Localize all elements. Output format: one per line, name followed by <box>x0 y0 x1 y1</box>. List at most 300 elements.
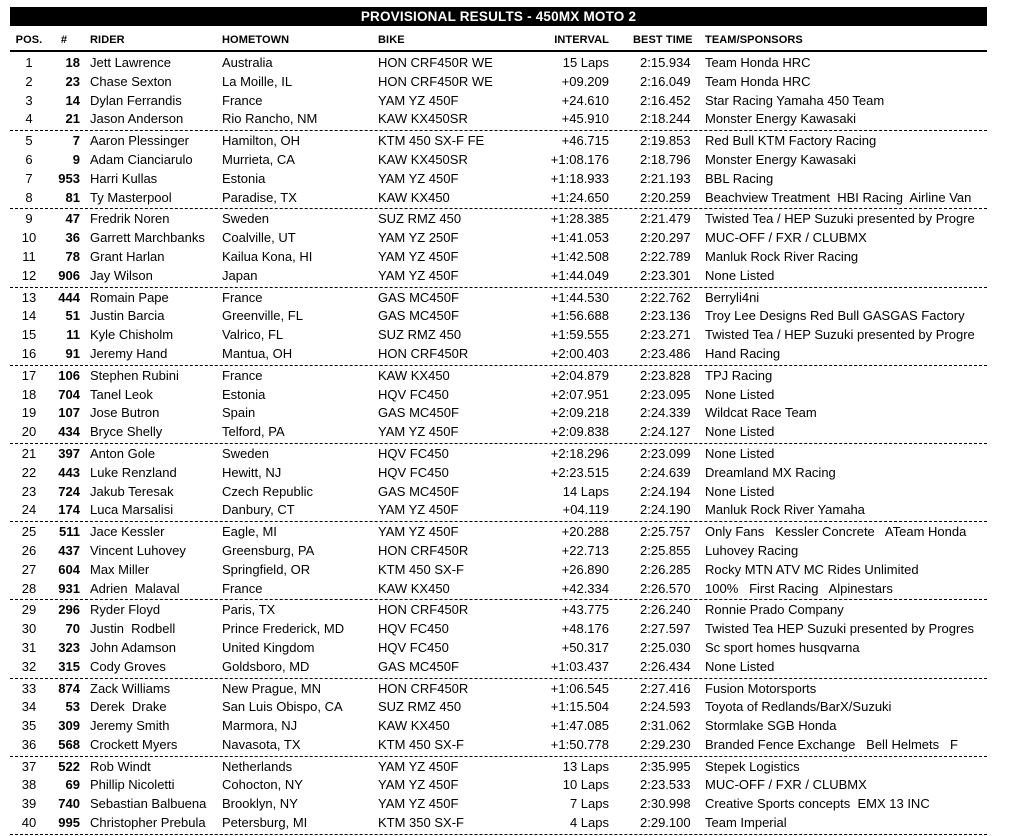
cell-rider-name: Anton Gole <box>90 445 156 461</box>
cell-rider-name: Jeremy Smith <box>90 718 170 734</box>
cell-hometown: France <box>222 367 263 383</box>
cell-position: 5 <box>25 133 33 149</box>
cell-interval: +46.715 <box>561 133 609 149</box>
cell-bike: HQV FC450 <box>378 464 449 480</box>
cell-team-sponsors: Beachview Treatment HBI Racing Airline Van <box>705 189 972 205</box>
cell-hometown: Marmora, NJ <box>222 718 298 734</box>
cell-team-sponsors: Stormlake SGB Honda <box>705 718 837 734</box>
cell-interval: 14 Laps <box>562 483 609 499</box>
cell-position: 17 <box>21 367 37 383</box>
cell-rider-name: Max Miller <box>90 561 150 577</box>
cell-hometown: Czech Republic <box>222 483 314 499</box>
cell-interval: 15 Laps <box>562 55 609 70</box>
row-group <box>10 210 987 287</box>
cell-interval: 7 Laps <box>569 796 609 812</box>
cell-best-time: 2:22.789 <box>640 248 691 264</box>
cell-rider-number: 323 <box>58 639 80 655</box>
cell-interval: +43.775 <box>561 602 609 618</box>
table-row <box>10 795 987 814</box>
cell-hometown: Japan <box>222 267 258 283</box>
column-header-team-sponsors: TEAM/SPONSORS <box>705 34 803 46</box>
cell-hometown: Telford, PA <box>222 424 285 440</box>
cell-rider-name: Dylan Ferrandis <box>90 92 182 108</box>
cell-position: 33 <box>21 680 37 696</box>
cell-hometown: France <box>222 289 263 305</box>
table-row <box>10 542 987 561</box>
cell-rider-number: 953 <box>58 170 80 186</box>
cell-hometown: France <box>222 580 263 596</box>
cell-team-sponsors: None Listed <box>705 658 775 674</box>
cell-rider-number: 11 <box>66 327 80 343</box>
cell-rider-name: Adrien Malaval <box>90 580 180 596</box>
cell-team-sponsors: Toyota of Redlands/BarX/Suzuki <box>705 699 892 715</box>
table-row <box>10 814 987 833</box>
cell-bike: KTM 450 SX-F <box>378 736 464 752</box>
cell-rider-number: 437 <box>58 542 80 558</box>
cell-bike: KTM 450 SX-F FE <box>378 133 485 149</box>
row-group <box>10 367 987 444</box>
table-row <box>10 189 987 208</box>
cell-position: 3 <box>25 92 33 108</box>
cell-team-sponsors: None Listed <box>705 483 775 499</box>
cell-interval: +24.610 <box>561 92 609 108</box>
cell-position: 18 <box>21 386 37 402</box>
cell-best-time: 2:16.452 <box>640 92 691 108</box>
cell-best-time: 2:27.597 <box>640 621 691 637</box>
cell-interval: +1:08.176 <box>550 151 609 167</box>
cell-rider-number: 397 <box>58 445 80 461</box>
cell-rider-name: Adam Cianciarulo <box>90 151 193 167</box>
cell-position: 2 <box>25 73 33 89</box>
cell-best-time: 2:19.853 <box>640 133 691 149</box>
cell-team-sponsors: Twisted Tea / HEP Suzuki presented by Progre <box>705 327 975 343</box>
cell-hometown: Mantua, OH <box>222 345 293 361</box>
cell-rider-name: Phillip Nicoletti <box>90 777 175 793</box>
cell-rider-number: 931 <box>58 580 80 596</box>
cell-position: 38 <box>21 777 37 793</box>
cell-best-time: 2:24.339 <box>640 405 691 421</box>
cell-rider-name: Romain Pape <box>90 289 169 305</box>
cell-team-sponsors: TPJ Racing <box>705 367 773 383</box>
table-row <box>10 345 987 364</box>
cell-hometown: Greenville, FL <box>222 308 303 324</box>
cell-team-sponsors: Sc sport homes husqvarna <box>705 639 860 655</box>
cell-rider-number: 53 <box>65 699 80 715</box>
cell-rider-number: 70 <box>65 621 80 637</box>
table-row <box>10 210 987 229</box>
cell-position: 16 <box>21 345 37 361</box>
cell-interval: +1:28.385 <box>550 211 609 227</box>
cell-rider-number: 511 <box>59 524 80 540</box>
cell-position: 7 <box>25 170 33 186</box>
row-group <box>10 445 987 522</box>
cell-position: 8 <box>25 189 33 205</box>
table-row <box>10 561 987 580</box>
cell-best-time: 2:18.244 <box>640 111 691 127</box>
cell-team-sponsors: Rocky MTN ATV MC Rides Unlimited <box>705 561 919 577</box>
cell-rider-number: 522 <box>58 758 80 774</box>
cell-best-time: 2:24.190 <box>640 502 691 518</box>
cell-bike: YAM YZ 450F <box>378 524 459 540</box>
cell-interval: +22.713 <box>561 542 609 558</box>
cell-bike: HON CRF450R WE <box>378 73 493 89</box>
cell-rider-name: Derek Drake <box>90 699 167 715</box>
cell-rider-number: 434 <box>58 424 80 440</box>
cell-hometown: United Kingdom <box>222 639 315 655</box>
cell-best-time: 2:26.240 <box>640 602 691 618</box>
cell-interval: +20.288 <box>561 524 609 540</box>
cell-best-time: 2:20.297 <box>640 230 691 246</box>
cell-best-time: 2:26.570 <box>640 580 691 596</box>
cell-hometown: Australia <box>222 55 273 70</box>
cell-interval: 13 Laps <box>562 758 609 774</box>
cell-rider-number: 107 <box>58 405 80 421</box>
cell-rider-number: 78 <box>65 248 80 264</box>
cell-position: 26 <box>21 542 37 558</box>
cell-bike: KAW KX450 <box>378 718 450 734</box>
table-row <box>10 464 987 483</box>
column-header-number: # <box>60 34 68 46</box>
column-header-best-time: BEST TIME <box>633 34 693 46</box>
cell-bike: HQV FC450 <box>378 445 449 461</box>
cell-team-sponsors: Ronnie Prado Company <box>705 602 844 618</box>
cell-interval: +1:15.504 <box>550 699 609 715</box>
cell-team-sponsors: Stepek Logistics <box>705 758 800 774</box>
cell-hometown: Rio Rancho, NM <box>222 111 318 127</box>
cell-bike: KAW KX450 <box>378 580 450 596</box>
cell-rider-number: 174 <box>58 502 80 518</box>
cell-best-time: 2:29.230 <box>640 736 691 752</box>
cell-best-time: 2:24.593 <box>640 699 691 715</box>
cell-best-time: 2:23.095 <box>640 386 691 402</box>
cell-team-sponsors: Dreamland MX Racing <box>705 464 836 480</box>
cell-position: 36 <box>21 736 37 752</box>
cell-team-sponsors: Twisted Tea / HEP Suzuki presented by Progre <box>705 211 975 227</box>
cell-rider-name: Justin Rodbell <box>90 621 176 637</box>
cell-position: 22 <box>21 464 37 480</box>
row-group <box>10 680 987 757</box>
table-row <box>10 501 987 520</box>
cell-rider-number: 18 <box>65 55 80 70</box>
cell-position: 9 <box>25 211 33 227</box>
cell-team-sponsors: Wildcat Race Team <box>705 405 817 421</box>
cell-hometown: Brooklyn, NY <box>222 796 298 812</box>
table-row <box>10 423 987 442</box>
cell-rider-number: 9 <box>72 151 80 167</box>
cell-interval: +2:09.218 <box>550 405 609 421</box>
cell-bike: SUZ RMZ 450 <box>378 211 462 227</box>
cell-bike: YAM YZ 450F <box>378 424 459 440</box>
cell-bike: GAS MC450F <box>378 289 459 305</box>
cell-best-time: 2:23.136 <box>640 308 691 324</box>
cell-bike: SUZ RMZ 450 <box>378 327 462 343</box>
cell-hometown: Prince Frederick, MD <box>222 621 345 637</box>
cell-rider-name: Sebastian Balbuena <box>90 796 207 812</box>
cell-interval: +48.176 <box>561 621 609 637</box>
cell-team-sponsors: Fusion Motorsports <box>705 680 817 696</box>
cell-best-time: 2:20.259 <box>640 189 691 205</box>
cell-best-time: 2:26.285 <box>640 561 691 577</box>
cell-interval: +1:47.085 <box>550 718 609 734</box>
cell-rider-name: Grant Harlan <box>90 248 165 264</box>
cell-interval: +1:18.933 <box>550 170 609 186</box>
cell-team-sponsors: Team Honda HRC <box>705 55 811 70</box>
cell-rider-name: Tanel Leok <box>90 386 153 402</box>
cell-rider-number: 443 <box>58 464 80 480</box>
cell-hometown: Petersburg, MI <box>222 815 308 831</box>
cell-team-sponsors: Red Bull KTM Factory Racing <box>705 133 877 149</box>
cell-position: 15 <box>21 327 37 343</box>
cell-rider-name: Jeremy Hand <box>90 345 168 361</box>
cell-interval: +50.317 <box>561 639 609 655</box>
cell-position: 12 <box>21 267 37 283</box>
cell-interval: +1:06.545 <box>550 680 609 696</box>
table-row <box>10 404 987 423</box>
cell-position: 11 <box>22 248 36 264</box>
cell-team-sponsors: None Listed <box>705 445 775 461</box>
cell-hometown: Hewitt, NJ <box>222 464 282 480</box>
table-row <box>10 289 987 308</box>
cell-team-sponsors: MUC-OFF / FXR / CLUBMX <box>705 230 867 246</box>
cell-rider-name: Christopher Prebula <box>90 815 206 831</box>
cell-position: 24 <box>21 502 37 518</box>
column-header-hometown: HOMETOWN <box>222 34 290 46</box>
cell-rider-number: 309 <box>58 718 80 734</box>
table-row <box>10 776 987 795</box>
cell-bike: YAM YZ 450F <box>378 758 459 774</box>
cell-interval: +2:07.951 <box>550 386 609 402</box>
cell-rider-name: Crockett Myers <box>90 736 178 752</box>
cell-rider-name: Ty Masterpool <box>90 189 172 205</box>
cell-rider-number: 740 <box>58 796 80 812</box>
cell-team-sponsors: BBL Racing <box>705 170 774 186</box>
cell-bike: YAM YZ 450F <box>378 170 459 186</box>
cell-rider-number: 7 <box>72 133 80 149</box>
cell-interval: +42.334 <box>561 580 609 596</box>
cell-rider-number: 14 <box>65 92 80 108</box>
cell-bike: HON CRF450R <box>378 345 469 361</box>
cell-position: 13 <box>21 289 37 305</box>
cell-rider-name: Jakub Teresak <box>90 483 174 499</box>
table-row <box>10 736 987 755</box>
cell-position: 27 <box>21 561 37 577</box>
cell-hometown: Greensburg, PA <box>222 542 315 558</box>
cell-interval: +1:41.053 <box>550 230 609 246</box>
table-row <box>10 523 987 542</box>
cell-bike: KTM 350 SX-F <box>378 815 464 831</box>
cell-rider-number: 81 <box>65 189 80 205</box>
cell-rider-name: Stephen Rubini <box>90 367 179 383</box>
table-row <box>10 110 987 129</box>
cell-best-time: 2:24.127 <box>640 424 691 440</box>
cell-interval: +2:18.296 <box>550 445 609 461</box>
cell-team-sponsors: None Listed <box>705 424 775 440</box>
cell-interval: +1:44.049 <box>550 267 609 283</box>
cell-rider-number: 296 <box>58 602 80 618</box>
table-row <box>10 267 987 286</box>
cell-rider-number: 315 <box>58 658 80 674</box>
cell-rider-number: 874 <box>58 680 80 696</box>
row-group <box>10 132 987 209</box>
cell-team-sponsors: Monster Energy Kawasaki <box>705 151 857 167</box>
cell-position: 4 <box>25 111 33 127</box>
cell-best-time: 2:25.757 <box>640 524 691 540</box>
cell-hometown: La Moille, IL <box>222 73 293 89</box>
cell-bike: GAS MC450F <box>378 308 459 324</box>
row-group <box>10 758 987 835</box>
table-row <box>10 601 987 620</box>
cell-interval: +2:23.515 <box>550 464 609 480</box>
cell-bike: GAS MC450F <box>378 405 459 421</box>
cell-rider-number: 906 <box>58 267 80 283</box>
table-row <box>10 580 987 599</box>
cell-interval: +1:50.778 <box>550 736 609 752</box>
cell-hometown: Cohocton, NY <box>222 777 303 793</box>
cell-hometown: New Prague, MN <box>222 680 321 696</box>
cell-position: 39 <box>21 796 37 812</box>
cell-rider-name: Jace Kessler <box>90 524 165 540</box>
cell-best-time: 2:23.533 <box>640 777 691 793</box>
cell-rider-number: 704 <box>58 386 80 402</box>
cell-rider-name: Cody Groves <box>90 658 166 674</box>
column-header-bike: BIKE <box>378 34 405 46</box>
table-row <box>10 658 987 677</box>
cell-position: 34 <box>21 699 37 715</box>
results-sheet <box>10 7 987 836</box>
cell-bike: YAM YZ 450F <box>378 92 459 108</box>
column-header-row <box>10 34 987 52</box>
cell-best-time: 2:30.998 <box>640 796 691 812</box>
cell-bike: HON CRF450R <box>378 602 469 618</box>
cell-rider-name: Justin Barcia <box>90 308 165 324</box>
cell-rider-number: 91 <box>65 345 80 361</box>
cell-hometown: Estonia <box>222 386 266 402</box>
cell-position: 14 <box>21 308 37 324</box>
cell-interval: +1:44.530 <box>550 289 609 305</box>
cell-bike: KAW KX450SR <box>378 111 468 127</box>
column-header-pos: POS. <box>15 34 43 46</box>
cell-hometown: France <box>222 92 263 108</box>
cell-position: 10 <box>21 230 37 246</box>
cell-rider-name: Rob Windt <box>90 758 151 774</box>
cell-rider-name: Jay Wilson <box>90 267 153 283</box>
cell-best-time: 2:18.796 <box>640 151 691 167</box>
cell-hometown: Hamilton, OH <box>222 133 301 149</box>
table-row <box>10 73 987 92</box>
cell-bike: HQV FC450 <box>378 386 449 402</box>
cell-bike: KTM 450 SX-F <box>378 561 464 577</box>
table-row <box>10 386 987 405</box>
cell-interval: +1:59.555 <box>550 327 609 343</box>
table-row <box>10 639 987 658</box>
cell-best-time: 2:31.062 <box>640 718 691 734</box>
cell-best-time: 2:21.479 <box>640 211 691 227</box>
cell-position: 28 <box>21 580 37 596</box>
cell-team-sponsors: Twisted Tea HEP Suzuki presented by Progres <box>705 621 975 637</box>
row-group <box>10 523 987 600</box>
cell-bike: HON CRF450R <box>378 542 469 558</box>
cell-hometown: San Luis Obispo, CA <box>222 699 343 715</box>
cell-best-time: 2:27.416 <box>640 680 691 696</box>
cell-team-sponsors: None Listed <box>705 386 775 402</box>
cell-best-time: 2:23.271 <box>640 327 691 343</box>
cell-interval: +1:24.650 <box>550 189 609 205</box>
cell-best-time: 2:24.639 <box>640 464 691 480</box>
cell-rider-name: Fredrik Noren <box>90 211 170 227</box>
cell-position: 29 <box>21 602 37 618</box>
table-row <box>10 620 987 639</box>
cell-team-sponsors: Monster Energy Kawasaki <box>705 111 857 127</box>
cell-bike: YAM YZ 450F <box>378 502 459 518</box>
cell-bike: KAW KX450 <box>378 189 450 205</box>
cell-rider-name: Jason Anderson <box>90 111 184 127</box>
cell-position: 23 <box>21 483 37 499</box>
cell-rider-name: Bryce Shelly <box>90 424 163 440</box>
cell-rider-name: Ryder Floyd <box>90 602 161 618</box>
cell-best-time: 2:26.434 <box>640 658 691 674</box>
table-row <box>10 248 987 267</box>
cell-team-sponsors: None Listed <box>705 267 775 283</box>
cell-rider-number: 604 <box>58 561 80 577</box>
cell-best-time: 2:23.828 <box>640 367 691 383</box>
cell-team-sponsors: Team Imperial <box>705 815 787 831</box>
cell-position: 25 <box>21 524 37 540</box>
cell-position: 21 <box>21 445 37 461</box>
cell-best-time: 2:24.194 <box>640 483 691 499</box>
table-row <box>10 151 987 170</box>
cell-interval: +45.910 <box>561 111 609 127</box>
cell-hometown: Eagle, MI <box>222 524 277 540</box>
cell-best-time: 2:15.934 <box>640 55 691 70</box>
cell-bike: YAM YZ 450F <box>378 796 459 812</box>
cell-hometown: Coalville, UT <box>222 230 296 246</box>
cell-bike: GAS MC450F <box>378 658 459 674</box>
cell-hometown: Kailua Kona, HI <box>222 248 313 264</box>
cell-best-time: 2:35.995 <box>640 758 691 774</box>
cell-best-time: 2:23.301 <box>640 267 691 283</box>
table-row <box>10 698 987 717</box>
cell-hometown: Netherlands <box>222 758 293 774</box>
cell-bike: GAS MC450F <box>378 483 459 499</box>
cell-bike: SUZ RMZ 450 <box>378 699 462 715</box>
cell-interval: +2:09.838 <box>550 424 609 440</box>
cell-bike: YAM YZ 450F <box>378 777 459 793</box>
cell-best-time: 2:22.762 <box>640 289 691 305</box>
cell-position: 37 <box>21 758 37 774</box>
cell-rider-name: John Adamson <box>90 639 177 655</box>
cell-team-sponsors: Branded Fence Exchange Bell Helmets F <box>705 736 958 752</box>
cell-position: 31 <box>21 639 37 655</box>
cell-team-sponsors: Luhovey Racing <box>705 542 799 558</box>
cell-rider-number: 21 <box>65 111 80 127</box>
cell-best-time: 2:23.099 <box>640 445 691 461</box>
column-header-interval: INTERVAL <box>554 34 609 46</box>
table-row <box>10 54 987 73</box>
cell-hometown: Valrico, FL <box>222 327 284 343</box>
cell-bike: KAW KX450 <box>378 367 450 383</box>
cell-hometown: Navasota, TX <box>222 736 301 752</box>
cell-interval: 4 Laps <box>569 815 609 831</box>
cell-interval: +04.119 <box>562 502 609 518</box>
cell-interval: 10 Laps <box>562 777 609 793</box>
cell-team-sponsors: Manluk Rock River Yamaha <box>705 502 865 518</box>
results-body <box>10 54 987 835</box>
cell-rider-number: 995 <box>58 815 80 831</box>
cell-interval: +2:04.879 <box>550 367 609 383</box>
table-row <box>10 717 987 736</box>
cell-team-sponsors: Team Honda HRC <box>705 73 811 89</box>
cell-rider-number: 106 <box>58 367 80 383</box>
